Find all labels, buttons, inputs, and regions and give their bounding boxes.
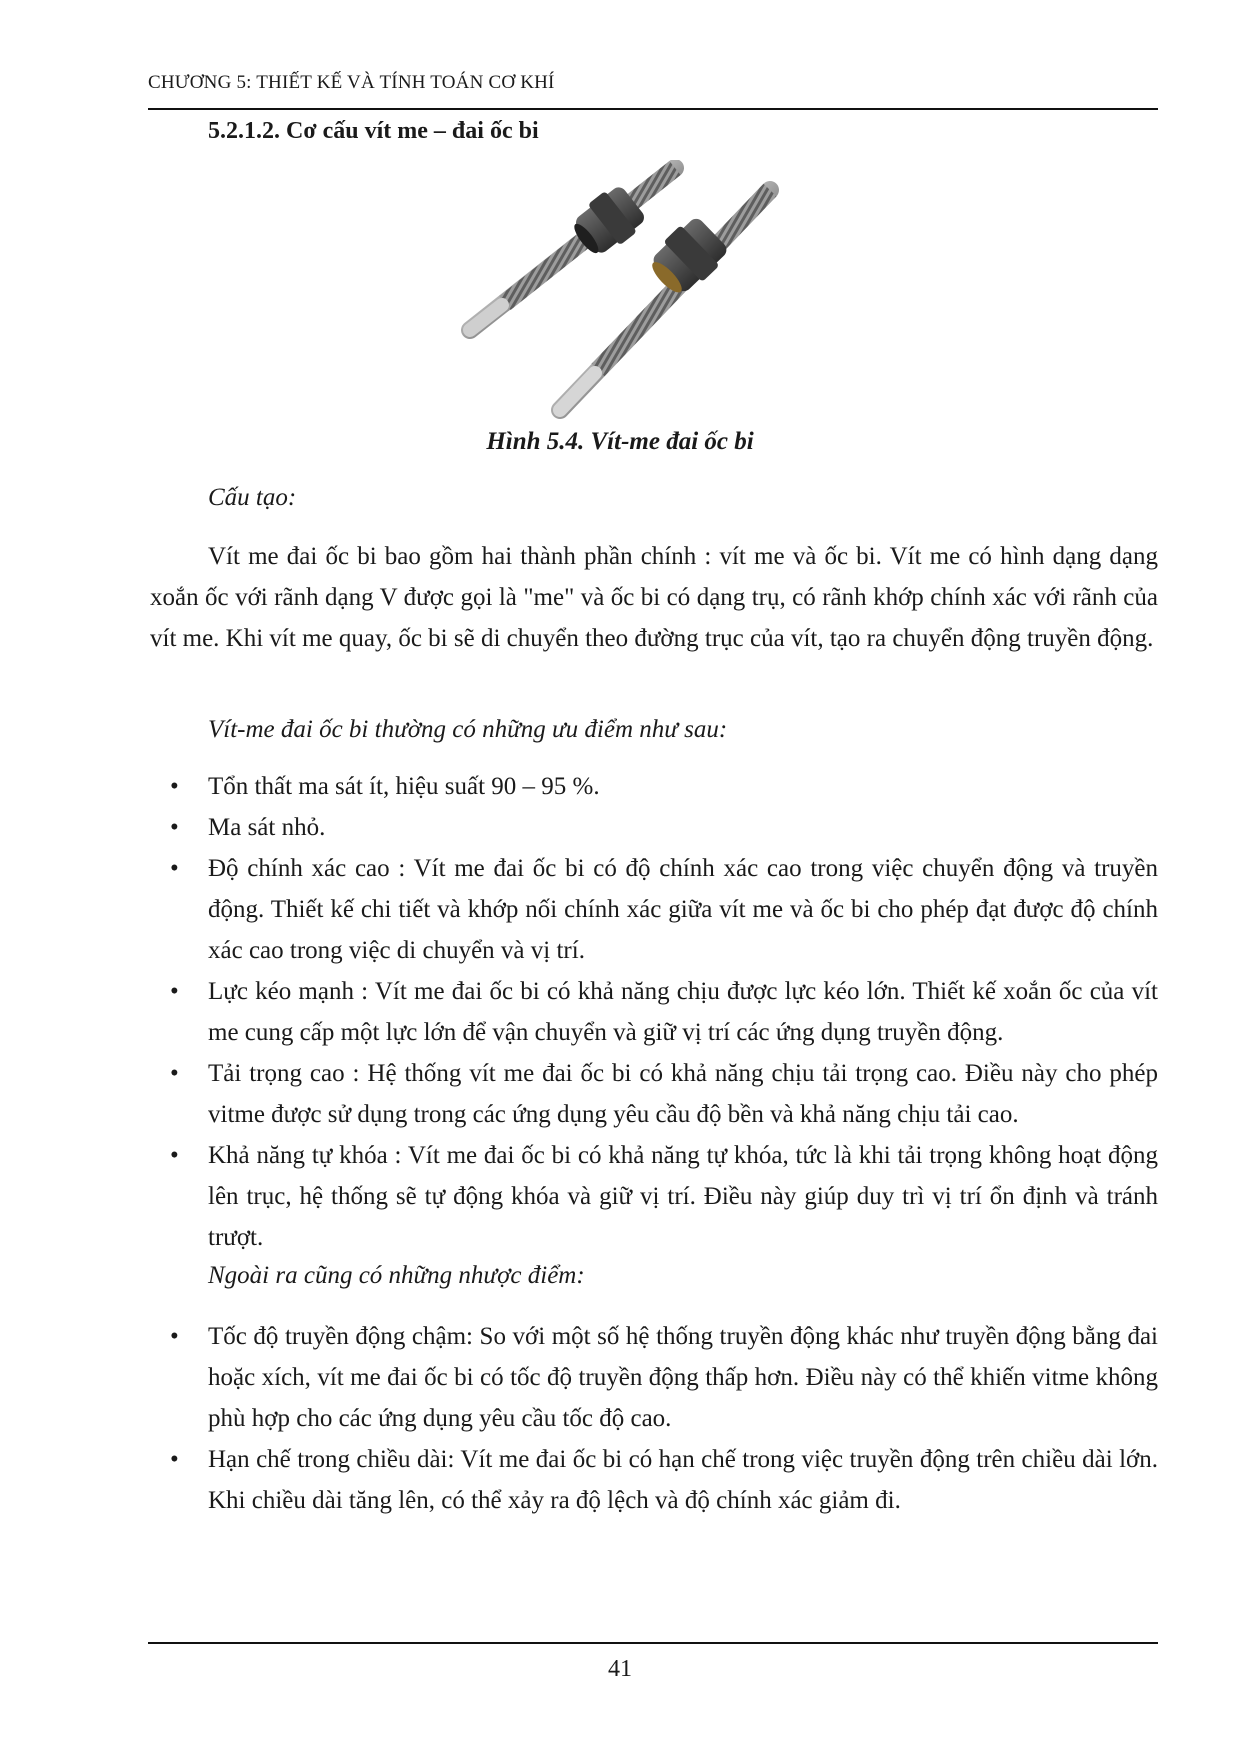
list-item: • Hạn chế trong chiều dài: Vít me đai ốc bi có hạn chế trong việc truyền động trên chiều dài lớn. Khi chiều dài tăng lên, có thể xảy ra độ lệch và độ chính xác giảm đi.: [150, 1439, 1158, 1521]
bullet-icon: •: [170, 1446, 179, 1473]
disadvantages-list: [150, 1316, 1158, 1521]
structure-body: [150, 536, 1158, 659]
bullet-icon: •: [170, 773, 179, 800]
bullet-icon: •: [170, 1323, 179, 1350]
advantages-label: Vít-me đai ốc bi thường có những ưu điểm như sau:: [208, 716, 728, 743]
structure-paragraph: Vít me đai ốc bi bao gồm hai thành phần chính : vít me và ốc bi. Vít me có hình dạng dạng xoắn ốc với rãnh dạng V được gọi là "me" và ốc bi có dạng trụ, có rãnh khớp chính xác với rãnh của vít me. Khi vít me quay, ốc bi sẽ di chuyển theo đường trục của vít, tạo ra chuyển động truyền động.: [150, 543, 1158, 652]
bullet-icon: •: [170, 1060, 179, 1087]
ball-screw-figure: [450, 160, 800, 420]
list-item: • Khả năng tự khóa : Vít me đai ốc bi có khả năng tự khóa, tức là khi tải trọng không hoạt động lên trục, hệ thống sẽ tự động khóa và giữ vị trí. Điều này giúp duy trì vị trí ổn định và tránh trượt.: [150, 1135, 1158, 1258]
bullet-icon: •: [170, 814, 179, 841]
footer-divider: [148, 1642, 1158, 1644]
page-number: 41: [608, 1656, 632, 1682]
section-title: 5.2.1.2. Cơ cấu vít me – đai ốc bi: [208, 118, 539, 144]
bullet-icon: •: [170, 978, 179, 1005]
ball-screw-illustration: [450, 160, 800, 420]
header-divider: [148, 108, 1158, 110]
list-item: • Độ chính xác cao : Vít me đai ốc bi có độ chính xác cao trong việc chuyển động và truyền động. Thiết kế chi tiết và khớp nối chính xác giữa vít me và ốc bi cho phép đạt được độ chính xác cao trong việc di chuyển và vị trí.: [150, 848, 1158, 971]
list-item: • Tốc độ truyền động chậm: So với một số hệ thống truyền động khác như truyền động bằng đai hoặc xích, vít me đai ốc bi có tốc độ truyền động thấp hơn. Điều này có thể khiến vitme không phù hợp cho các ứng dụng yêu cầu tốc độ cao.: [150, 1316, 1158, 1439]
figure-caption: Hình 5.4. Vít-me đai ốc bi: [486, 428, 754, 455]
disadvantages-label: Ngoài ra cũng có những nhược điểm:: [208, 1262, 585, 1289]
advantages-list: [150, 766, 1158, 1258]
left-ball-screw: [470, 168, 675, 330]
chapter-header: CHƯƠNG 5: THIẾT KẾ VÀ TÍNH TOÁN CƠ KHÍ: [148, 72, 555, 93]
list-item: • Ma sát nhỏ.: [150, 807, 1158, 848]
bullet-icon: •: [170, 1142, 179, 1169]
bullet-icon: •: [170, 855, 179, 882]
list-item: • Tải trọng cao : Hệ thống vít me đai ốc bi có khả năng chịu tải trọng cao. Điều này cho phép vitme được sử dụng trong các ứng dụng yêu cầu độ bền và khả năng chịu tải cao.: [150, 1053, 1158, 1135]
list-item: • Lực kéo mạnh : Vít me đai ốc bi có khả năng chịu được lực kéo lớn. Thiết kế xoắn ốc của vít me cung cấp một lực lớn để vận chuyển và giữ vị trí các ứng dụng truyền động.: [150, 971, 1158, 1053]
list-item: • Tổn thất ma sát ít, hiệu suất 90 – 95 %.: [150, 766, 1158, 807]
structure-label: Cấu tạo:: [208, 484, 297, 511]
